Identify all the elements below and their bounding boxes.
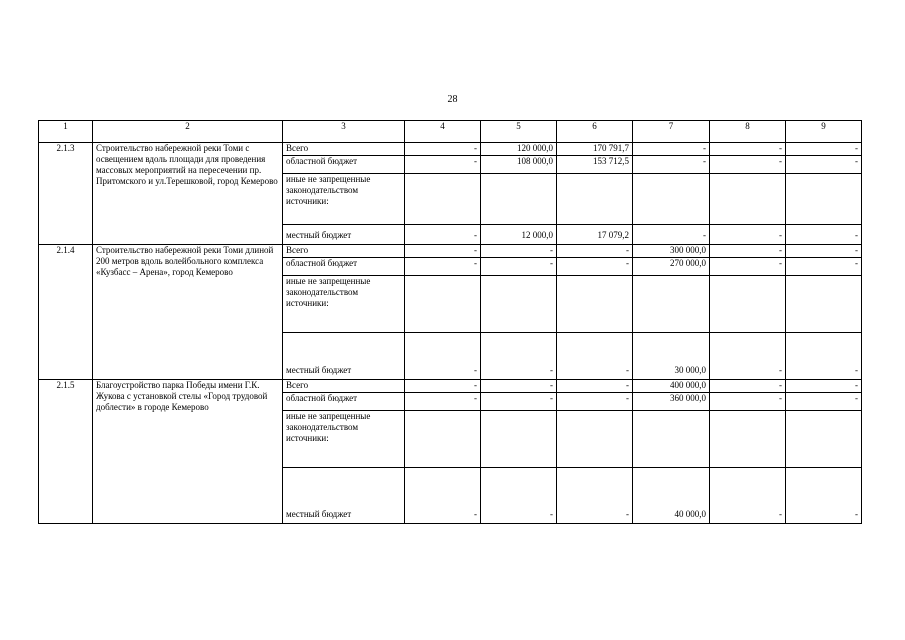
value-cell: 270 000,0 bbox=[633, 258, 710, 276]
value-cell: - bbox=[481, 245, 557, 258]
table-row bbox=[39, 380, 862, 393]
value-cell: - bbox=[405, 468, 481, 524]
header-cell: 5 bbox=[481, 121, 557, 143]
table-row bbox=[39, 143, 862, 156]
value-cell: - bbox=[481, 468, 557, 524]
value-cell bbox=[481, 411, 557, 468]
value-cell: 360 000,0 bbox=[633, 393, 710, 411]
header-cell: 6 bbox=[557, 121, 633, 143]
value-cell: - bbox=[557, 245, 633, 258]
value-cell: - bbox=[786, 156, 862, 174]
value-cell: - bbox=[786, 393, 862, 411]
value-cell bbox=[405, 174, 481, 225]
row-code: 2.1.5 bbox=[39, 380, 93, 524]
value-cell: 400 000,0 bbox=[633, 380, 710, 393]
value-cell: - bbox=[710, 156, 786, 174]
value-cell: - bbox=[633, 143, 710, 156]
source-label: Всего bbox=[283, 245, 405, 258]
header-cell: 7 bbox=[633, 121, 710, 143]
value-cell: 17 079,2 bbox=[557, 225, 633, 245]
value-cell: - bbox=[633, 225, 710, 245]
source-label: областной бюджет bbox=[283, 393, 405, 411]
value-cell: 300 000,0 bbox=[633, 245, 710, 258]
value-cell: - bbox=[405, 380, 481, 393]
value-cell bbox=[710, 174, 786, 225]
value-cell bbox=[481, 276, 557, 333]
row-description: Благоустройство парка Победы имени Г.К. Жукова с установкой стелы «Город трудовой доблести» в городе Кемерово bbox=[93, 380, 283, 524]
value-cell: - bbox=[405, 258, 481, 276]
value-cell: 30 000,0 bbox=[633, 333, 710, 380]
table-row bbox=[39, 245, 862, 258]
source-label: местный бюджет bbox=[283, 225, 405, 245]
source-label: местный бюджет bbox=[283, 468, 405, 524]
source-label: Всего bbox=[283, 143, 405, 156]
value-cell: - bbox=[405, 245, 481, 258]
value-cell: - bbox=[786, 245, 862, 258]
value-cell: - bbox=[481, 333, 557, 380]
value-cell: - bbox=[710, 225, 786, 245]
value-cell: - bbox=[786, 468, 862, 524]
value-cell bbox=[557, 174, 633, 225]
value-cell: - bbox=[710, 245, 786, 258]
value-cell bbox=[557, 276, 633, 333]
value-cell: 153 712,5 bbox=[557, 156, 633, 174]
header-cell: 8 bbox=[710, 121, 786, 143]
value-cell: - bbox=[786, 143, 862, 156]
value-cell: - bbox=[786, 333, 862, 380]
value-cell: 12 000,0 bbox=[481, 225, 557, 245]
value-cell: - bbox=[557, 258, 633, 276]
value-cell: - bbox=[405, 393, 481, 411]
header-cell: 4 bbox=[405, 121, 481, 143]
value-cell: - bbox=[405, 333, 481, 380]
value-cell bbox=[633, 174, 710, 225]
source-label: иные не запрещенные законодательством источники: bbox=[283, 276, 405, 333]
value-cell: - bbox=[710, 258, 786, 276]
value-cell: - bbox=[481, 258, 557, 276]
value-cell: - bbox=[557, 468, 633, 524]
source-label: областной бюджет bbox=[283, 156, 405, 174]
value-cell bbox=[405, 411, 481, 468]
value-cell bbox=[710, 411, 786, 468]
value-cell: - bbox=[481, 380, 557, 393]
value-cell: - bbox=[786, 225, 862, 245]
value-cell: 170 791,7 bbox=[557, 143, 633, 156]
value-cell: - bbox=[786, 380, 862, 393]
header-row bbox=[39, 121, 862, 143]
row-description: Строительство набережной реки Томи длиной 200 метров вдоль волейбольного комплекса «Кузбасс – Арена», город Кемерово bbox=[93, 245, 283, 380]
header-cell: 1 bbox=[39, 121, 93, 143]
row-code: 2.1.3 bbox=[39, 143, 93, 245]
value-cell bbox=[710, 276, 786, 333]
source-label: областной бюджет bbox=[283, 258, 405, 276]
value-cell: - bbox=[710, 468, 786, 524]
value-cell: - bbox=[710, 143, 786, 156]
value-cell: - bbox=[786, 258, 862, 276]
source-label: местный бюджет bbox=[283, 333, 405, 380]
value-cell: - bbox=[481, 393, 557, 411]
value-cell: - bbox=[710, 380, 786, 393]
header-cell: 2 bbox=[93, 121, 283, 143]
header-cell: 9 bbox=[786, 121, 862, 143]
value-cell: 40 000,0 bbox=[633, 468, 710, 524]
header-cell: 3 bbox=[283, 121, 405, 143]
value-cell bbox=[405, 276, 481, 333]
value-cell bbox=[786, 411, 862, 468]
source-label: Всего bbox=[283, 380, 405, 393]
value-cell bbox=[633, 411, 710, 468]
value-cell: - bbox=[557, 380, 633, 393]
budget-table bbox=[38, 120, 862, 524]
value-cell: - bbox=[633, 156, 710, 174]
value-cell: - bbox=[557, 333, 633, 380]
value-cell: - bbox=[710, 393, 786, 411]
row-description: Строительство набережной реки Томи с освещением вдоль площади для проведения массовых мероприятий на пересечении пр. Притомского и ул.Терешковой, город Кемерово bbox=[93, 143, 283, 245]
value-cell: - bbox=[405, 225, 481, 245]
source-label: иные не запрещенные законодательством источники: bbox=[283, 411, 405, 468]
value-cell bbox=[557, 411, 633, 468]
value-cell: 108 000,0 bbox=[481, 156, 557, 174]
value-cell: - bbox=[405, 156, 481, 174]
value-cell bbox=[786, 276, 862, 333]
value-cell bbox=[633, 276, 710, 333]
source-label: иные не запрещенные законодательством источники: bbox=[283, 174, 405, 225]
value-cell bbox=[481, 174, 557, 225]
table-body bbox=[39, 121, 862, 524]
value-cell bbox=[786, 174, 862, 225]
value-cell: - bbox=[557, 393, 633, 411]
value-cell: - bbox=[405, 143, 481, 156]
page-number: 28 bbox=[447, 94, 458, 105]
row-code: 2.1.4 bbox=[39, 245, 93, 380]
value-cell: - bbox=[710, 333, 786, 380]
value-cell: 120 000,0 bbox=[481, 143, 557, 156]
